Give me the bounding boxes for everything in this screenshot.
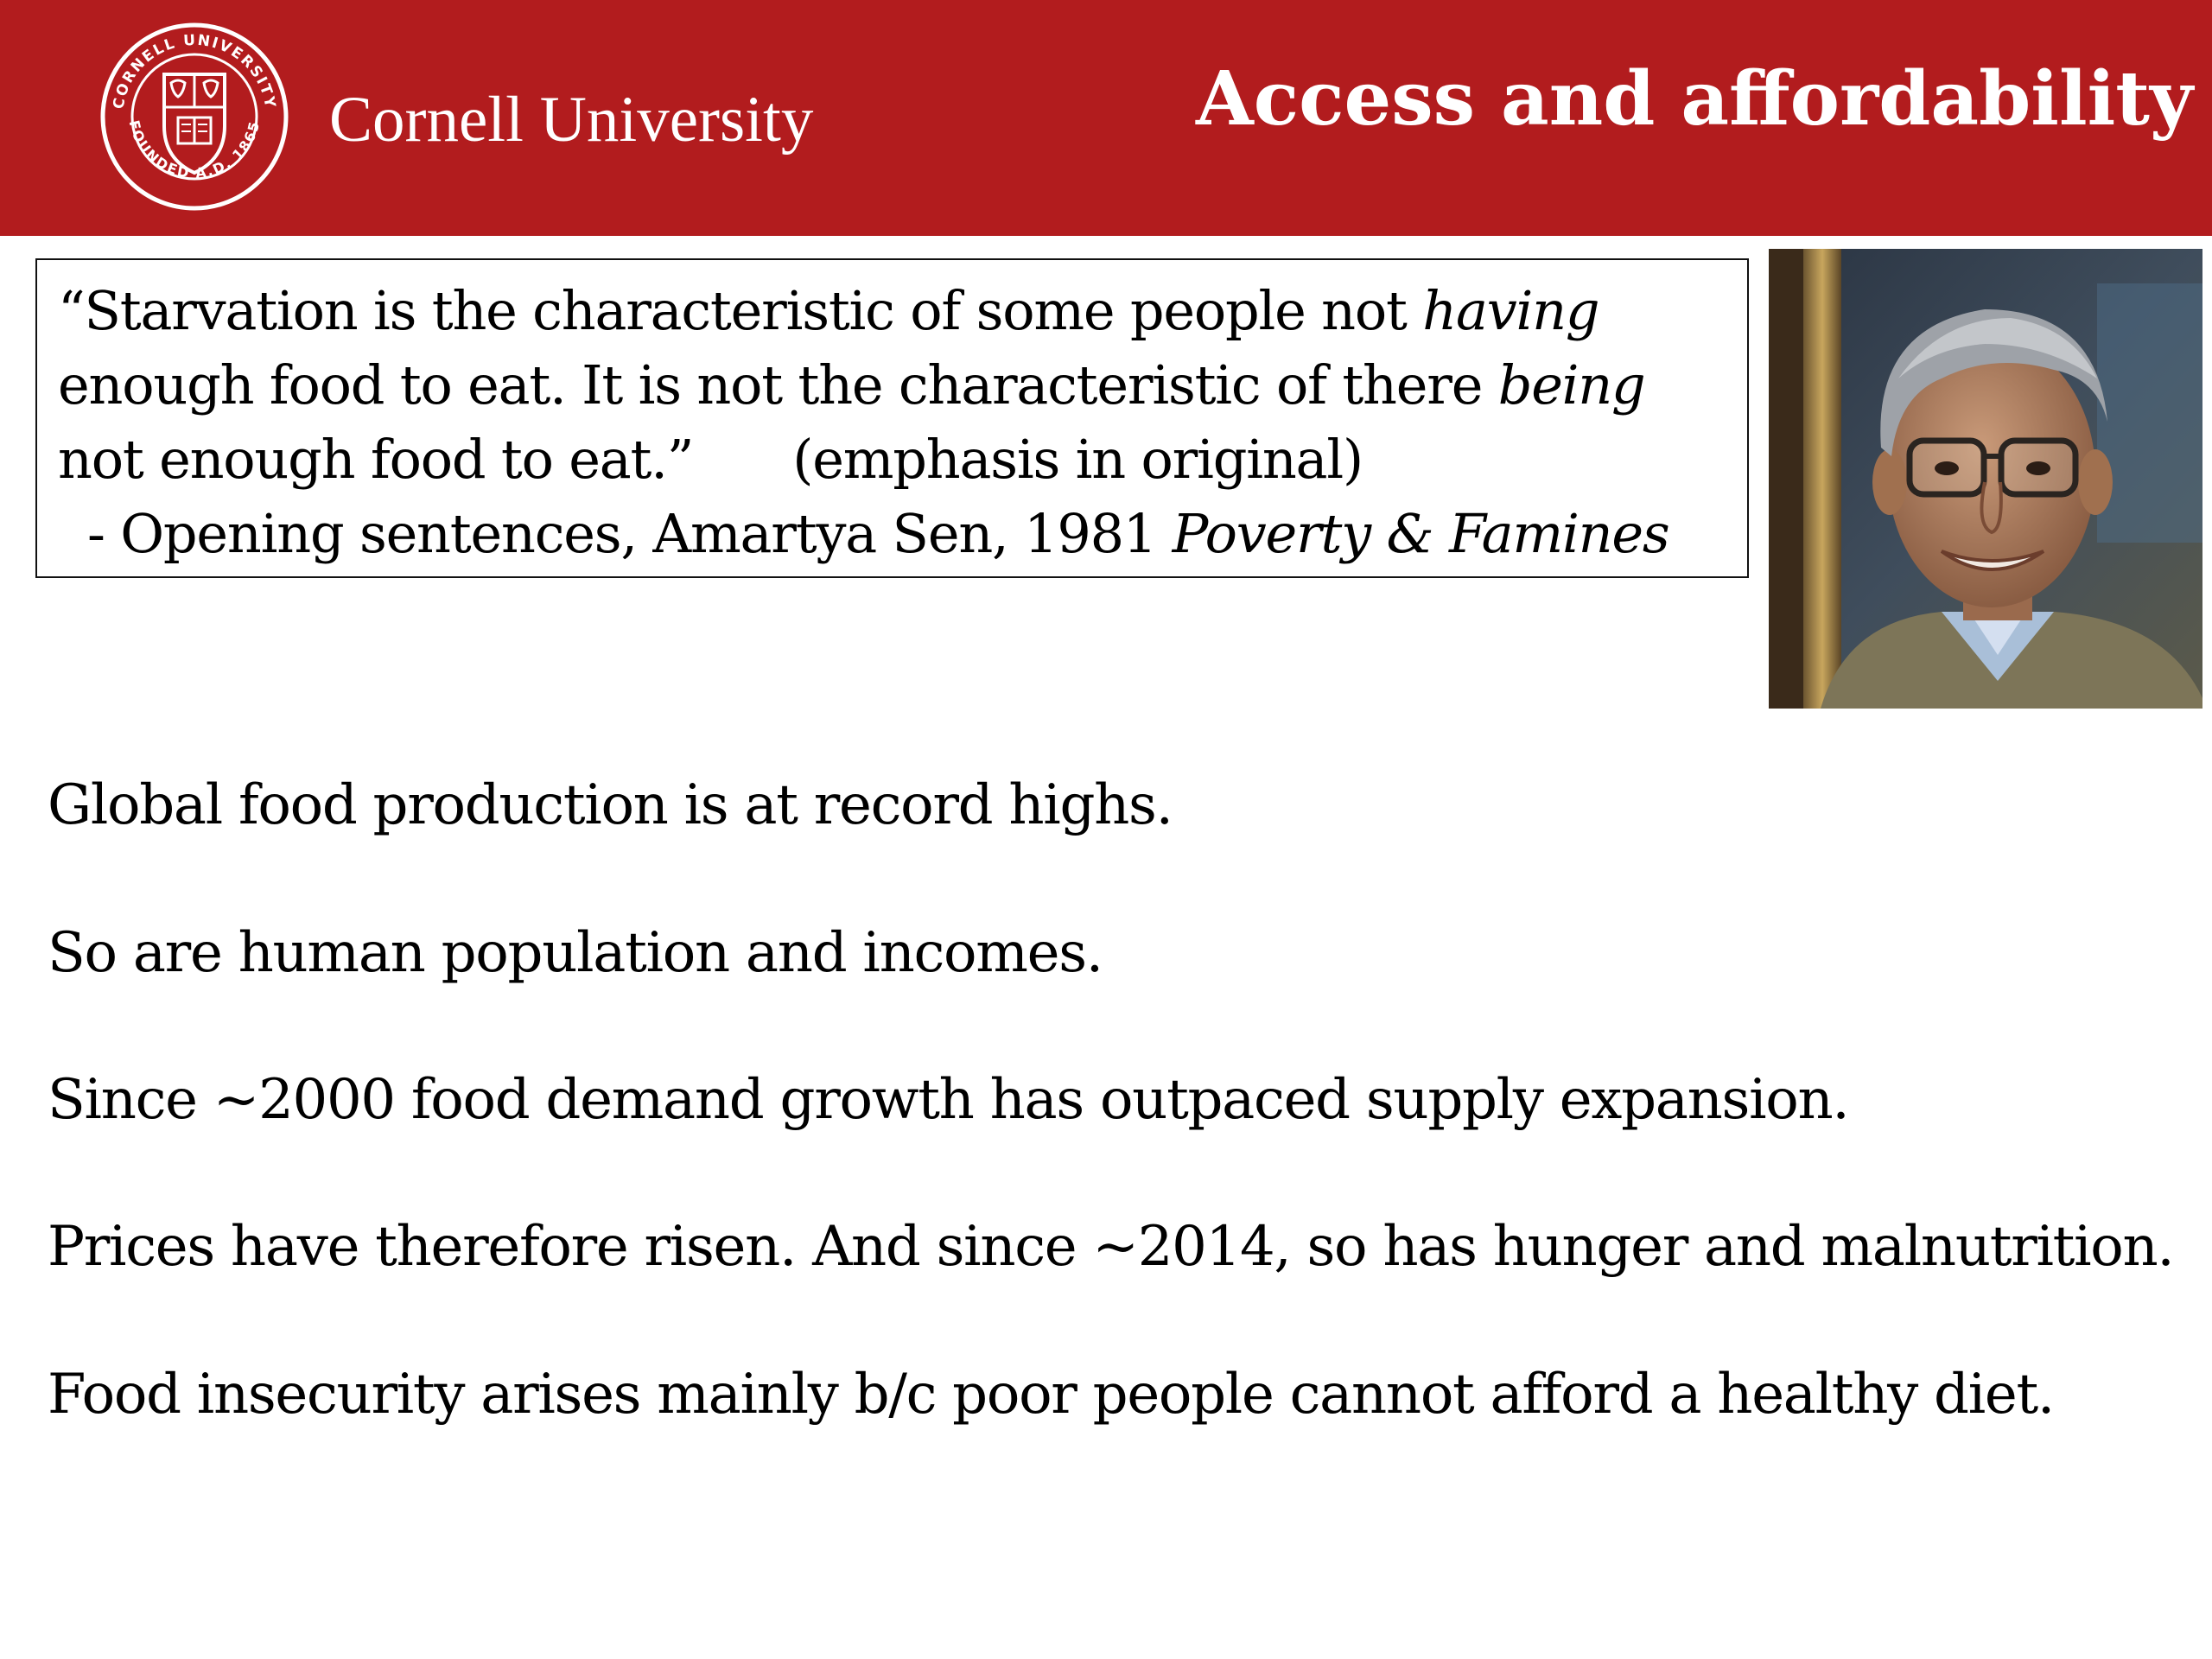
bullet-food-production: Global food production is at record highs.: [48, 773, 1173, 837]
quote-line-2: [58, 348, 1645, 423]
quote-emphasis: having: [1422, 279, 1599, 342]
quote-line-3: [58, 423, 1363, 497]
university-name: Cornell University: [329, 84, 814, 156]
svg-text:CORNELL UNIVERSITY: CORNELL UNIVERSITY: [110, 31, 279, 111]
svg-text:FOUNDED A.D. 1865: FOUNDED A.D. 1865: [125, 118, 264, 182]
quote-attribution: [87, 497, 1669, 571]
quote-box: [35, 258, 1749, 578]
quote-text: enough food to eat. It is not the characteristic of there: [58, 353, 1498, 416]
emphasis-note: (emphasis in original): [792, 428, 1363, 491]
slide-title: Access and affordability: [1196, 55, 2193, 143]
quote-emphasis: being: [1497, 353, 1645, 416]
header-bar: [0, 0, 2212, 236]
bullet-prices-hunger: Prices have therefore risen. And since ~2014, so has hunger and malnutrition.: [48, 1215, 2174, 1279]
portrait-photo-icon: [1769, 249, 2202, 709]
quote-text: “Starvation is the characteristic of some people not: [58, 279, 1423, 342]
attribution-text: - Opening sentences, Amartya Sen, 1981: [87, 502, 1173, 565]
bullet-demand-growth: Since ~2000 food demand growth has outpaced supply expansion.: [48, 1068, 1849, 1132]
cornell-seal-icon: [99, 21, 290, 213]
book-title: Poverty & Famines: [1172, 502, 1669, 565]
quote-line-1: [58, 274, 1599, 348]
bullet-population-incomes: So are human population and incomes.: [48, 921, 1103, 985]
quote-text: not enough food to eat.”: [58, 428, 694, 491]
bullet-food-insecurity: Food insecurity arises mainly b/c poor people cannot afford a healthy diet.: [48, 1363, 2054, 1427]
